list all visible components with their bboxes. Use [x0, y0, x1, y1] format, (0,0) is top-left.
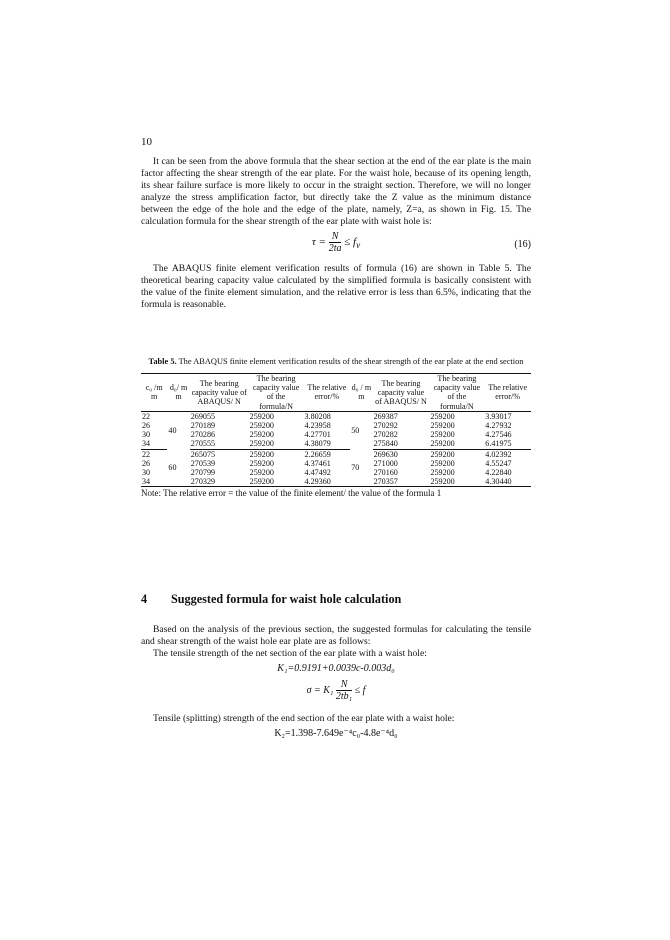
- page-number: 10: [141, 136, 152, 148]
- sigma-lhs: σ = K₁: [306, 685, 334, 697]
- cell-abaqus2: 270160: [373, 468, 398, 478]
- cell-error2: 4.27546: [485, 430, 512, 440]
- cell-error: 4.38079: [304, 439, 351, 449]
- cell-error2: 4.55247: [485, 458, 512, 468]
- table-row: [141, 459, 531, 468]
- header-formula2: The bearing capacity value of the formula/N: [429, 374, 484, 412]
- eq16-number: (16): [514, 238, 531, 250]
- cell-error2: 3.93017: [485, 411, 512, 421]
- table-caption-label: Table 5.: [148, 357, 177, 366]
- table-caption: [141, 356, 531, 367]
- equation-16: [141, 229, 531, 263]
- cell-formula2: 259200: [430, 468, 455, 478]
- paragraph-abaqus-verification: The ABAQUS finite element verification results of formula (16) are shown in Table 5. The theoretical bearing capacity value calculated by the simplified formula is basically consistent with the value of the finite element simulation, and the relative error is less than 6.5%, indicating that the formula is reasonable.: [141, 262, 531, 310]
- cell-error: 4.29360: [304, 477, 351, 487]
- sigma-rhs: ≤ f: [354, 685, 366, 697]
- table-5: [141, 373, 531, 487]
- cell-error2: 4.30440: [484, 477, 531, 487]
- eq16-denominator: 2ta: [328, 242, 342, 254]
- section-title: Suggested formula for waist hole calculation: [171, 592, 402, 606]
- cell-d0-left: 60: [167, 449, 189, 487]
- equation-sigma: [141, 679, 531, 711]
- cell-c0: 34: [141, 477, 167, 487]
- cell-error: 4.47492: [304, 468, 331, 478]
- line-tensile: The tensile strength of the net section of the ear plate with a waist hole:: [153, 648, 427, 660]
- eq16-rhs-sub: v: [356, 239, 361, 250]
- cell-c0: 22: [142, 449, 151, 459]
- line-splitting: Tensile (splitting) strength of the end section of the ear plate with a waist hole:: [153, 713, 455, 725]
- formula-k1-text: K₁=0.9191+0.0039c-0.003d₀: [277, 663, 395, 675]
- cell-d0-left: 40: [168, 425, 177, 435]
- header-c0: c₀ /m m: [141, 374, 167, 412]
- cell-formula2: 259200: [430, 411, 455, 421]
- cell-formula: 259200: [249, 430, 274, 440]
- table-row: [141, 411, 531, 421]
- cell-abaqus: 270329: [190, 477, 249, 487]
- body-text-bottom: [141, 624, 531, 740]
- cell-formula: 259200: [249, 468, 274, 478]
- cell-formula: 259200: [249, 477, 304, 487]
- cell-abaqus: 270189: [190, 421, 216, 431]
- cell-formula: 259200: [249, 449, 274, 459]
- table-row: [141, 430, 531, 439]
- formula-k2: [141, 727, 531, 740]
- cell-error: 4.27701: [304, 430, 331, 440]
- header-error2: The relative error/%: [484, 374, 531, 412]
- cell-abaqus: 269055: [190, 411, 216, 421]
- table-caption-text: The ABAQUS finite element verification results of the shear strength of the ear plate at the end section: [178, 357, 524, 366]
- formula-k2-text: K₂=1.398-7.649e⁻⁴c₀-4.8e⁻⁴d₀: [274, 728, 398, 740]
- table-header-row: [141, 374, 531, 412]
- cell-error2: 4.02392: [485, 449, 512, 459]
- table-5-block: [141, 356, 531, 498]
- cell-d0-right: 70: [350, 449, 372, 487]
- cell-abaqus: 265075: [190, 449, 216, 459]
- cell-abaqus2: 269387: [373, 411, 398, 421]
- table-row: [141, 477, 531, 487]
- eq16-numerator: N: [331, 230, 339, 242]
- section-heading: [141, 592, 401, 607]
- cell-formula2: 259200: [430, 449, 455, 459]
- cell-error2: 4.27932: [485, 421, 512, 431]
- cell-formula2: 259200: [429, 477, 484, 487]
- cell-formula2: 259200: [430, 430, 455, 440]
- cell-c0: 30: [142, 468, 151, 478]
- cell-abaqus2: 269630: [373, 449, 398, 459]
- cell-error2: 4.22840: [485, 468, 512, 478]
- cell-abaqus: 270799: [190, 468, 216, 478]
- header-error: The relative error/%: [304, 374, 351, 412]
- paragraph-suggested-formulas: Based on the analysis of the previous section, the suggested formulas for calculating the tensile and shear strength of the waist hole ear plate are as follows:: [141, 624, 531, 648]
- table-note: Note: The relative error = the value of the finite element/ the value of the formula 1: [141, 488, 442, 499]
- cell-error: 4.23958: [304, 421, 331, 431]
- cell-formula: 259200: [249, 458, 274, 468]
- cell-abaqus2: 270282: [373, 430, 398, 440]
- cell-error2: 6.41975: [484, 439, 531, 449]
- cell-c0: 34: [141, 439, 167, 449]
- table-row: [141, 439, 531, 449]
- cell-c0: 26: [142, 421, 151, 431]
- header-d0b: d₀ / m m: [350, 374, 372, 412]
- cell-formula2: 259200: [429, 439, 484, 449]
- table-row: [141, 449, 531, 459]
- header-abaqus: The bearing capacity value of ABAQUS/ N: [190, 374, 249, 412]
- cell-formula: 259200: [249, 421, 274, 431]
- header-d0: d₀/ m m: [167, 374, 189, 412]
- table-row: [141, 468, 531, 477]
- cell-formula2: 259200: [430, 421, 455, 431]
- cell-abaqus: 270539: [190, 458, 216, 468]
- sigma-denominator: 2tb₁: [335, 691, 353, 703]
- cell-abaqus2: 270357: [373, 477, 430, 487]
- cell-abaqus: 270555: [190, 439, 249, 449]
- header-abaqus2: The bearing capacity value of ABAQUS/ N: [373, 374, 430, 412]
- cell-c0: 26: [142, 458, 151, 468]
- sigma-numerator: N: [340, 679, 348, 691]
- cell-error: 3.80208: [304, 411, 331, 421]
- cell-abaqus2: 270292: [373, 421, 398, 431]
- body-text-top: [141, 156, 531, 311]
- formula-k1: [141, 662, 531, 675]
- header-formula: The bearing capacity value of the formula/N: [249, 374, 304, 412]
- sigma-fraction: [336, 679, 352, 702]
- cell-error: 2.26659: [304, 449, 331, 459]
- section-number: 4: [141, 592, 148, 606]
- cell-formula2: 259200: [430, 458, 455, 468]
- paragraph-shear-analysis: It can be seen from the above formula that the shear section at the end of the ear plate is the main factor affecting the shear strength of the ear plate. For the waist hole, because of its opening length, its shear failure surface is more likely to occur in the straight section. Therefore, we will no longer analyze the stress amplification factor, but directly take the Z value as the minimum distance between the edge of the hole and the edge of the plate, namely, Z=a, as shown in Fig. 15. The calculation formula for the shear strength of the ear plate with waist hole is:: [141, 156, 531, 228]
- cell-formula: 259200: [249, 439, 304, 449]
- cell-d0-right: 50: [351, 425, 360, 435]
- cell-abaqus2: 275840: [373, 439, 430, 449]
- cell-c0: 22: [142, 411, 151, 421]
- cell-error: 4.37461: [304, 458, 331, 468]
- eq16-lhs: τ =: [311, 235, 326, 248]
- cell-abaqus2: 271000: [373, 458, 398, 468]
- table-row: [141, 421, 531, 430]
- eq16-fraction: [329, 231, 342, 254]
- cell-formula: 259200: [249, 411, 274, 421]
- cell-abaqus: 270286: [190, 430, 216, 440]
- cell-c0: 30: [142, 430, 151, 440]
- eq16-rhs: ≤ f: [344, 235, 357, 248]
